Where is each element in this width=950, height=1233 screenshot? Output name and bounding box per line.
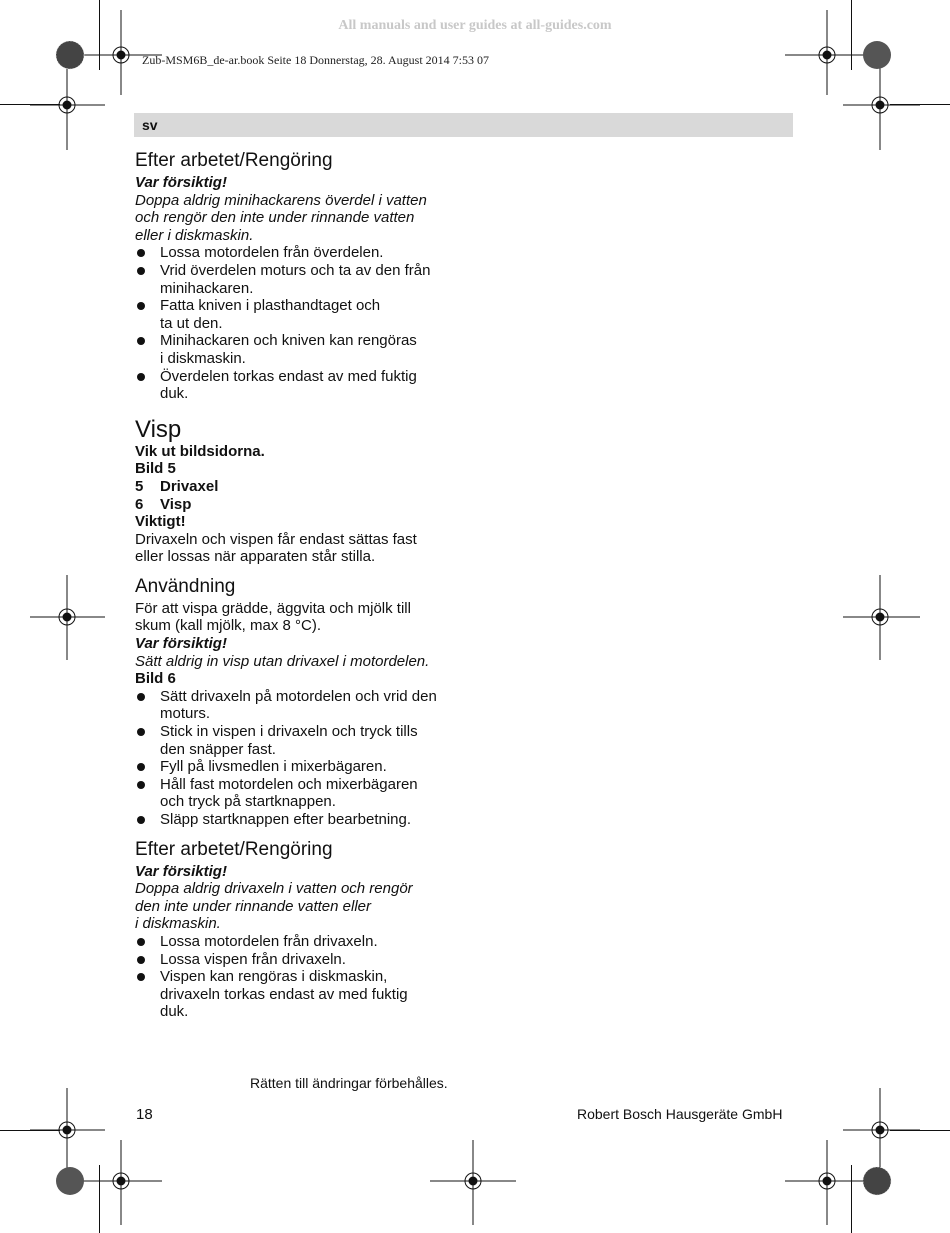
figure-reference: Bild 5 <box>135 460 176 478</box>
warning-text-line: eller i diskmaskin. <box>135 226 254 244</box>
list-item: Släpp startknappen efter bearbetning. <box>135 811 465 829</box>
important-label: Viktigt! <box>135 513 186 531</box>
warning-text-line: och rengör den inte under rinnande vatten <box>135 209 415 227</box>
fold-out-note: Vik ut bildsidorna. <box>135 442 265 460</box>
list-item: Fyll på livsmedlen i mixerbägaren. <box>135 758 465 776</box>
warning-text-line: den inte under rinnande vatten eller <box>135 897 372 915</box>
important-text-line: eller lossas när apparaten står stilla. <box>135 548 376 566</box>
language-bar <box>134 113 793 137</box>
content-column <box>135 150 465 1021</box>
list-item: Lossa motordelen från drivaxeln. <box>135 933 465 951</box>
page-number: 18 <box>136 1106 153 1123</box>
warning-label: Var försiktig! <box>135 174 227 191</box>
section-heading: Användning <box>135 575 236 597</box>
part-item: 5 Drivaxel <box>135 477 219 495</box>
book-file-line: Zub-MSM6B_de-ar.book Seite 18 Donnerstag, 28. August 2014 7:53 07 <box>142 53 489 67</box>
warning-label: Var försiktig! <box>135 635 227 653</box>
warning-text-line: Doppa aldrig minihackarens överdel i vatten <box>135 191 427 209</box>
bullet-list <box>135 244 465 402</box>
warning-text-line: Doppa aldrig drivaxeln i vatten och rengör <box>135 880 413 898</box>
warning-text-line: i diskmaskin. <box>135 915 221 933</box>
section-heading: Efter arbetet/Rengöring <box>135 150 333 171</box>
list-item: Vrid överdelen moturs och ta av den från minihackaren. <box>135 262 465 297</box>
list-item: Överdelen torkas endast av med fuktig duk. <box>135 368 465 403</box>
list-item: Fatta kniven i plasthandtaget och ta ut den. <box>135 297 465 332</box>
warning-label: Var försiktig! <box>135 862 227 880</box>
language-tag: sv <box>142 117 158 133</box>
company-name: Robert Bosch Hausgeräte GmbH <box>577 1106 783 1122</box>
list-item: Sätt drivaxeln på motordelen och vrid den moturs. <box>135 688 465 723</box>
section-heading: Efter arbetet/Rengöring <box>135 838 333 860</box>
list-item: Lossa vispen från drivaxeln. <box>135 951 465 969</box>
intro-line: skum (kall mjölk, max 8 °C). <box>135 617 322 635</box>
rights-note: Rätten till ändringar förbehålles. <box>250 1075 448 1091</box>
watermark: All manuals and user guides at all-guides.com <box>338 18 612 33</box>
list-item: Minihackaren och kniven kan rengöras i diskmaskin. <box>135 332 465 367</box>
figure-reference: Bild 6 <box>135 670 176 688</box>
bullet-list <box>135 688 465 829</box>
bullet-list <box>135 933 465 1021</box>
list-item: Stick in vispen i drivaxeln och tryck tills den snäpper fast. <box>135 723 465 758</box>
important-text-line: Drivaxeln och vispen får endast sättas fast <box>135 530 417 548</box>
intro-line: För att vispa grädde, äggvita och mjölk till <box>135 599 411 617</box>
list-item: Vispen kan rengöras i diskmaskin, drivaxeln torkas endast av med fuktig duk. <box>135 968 465 1021</box>
section-title: Visp <box>135 415 182 443</box>
warning-text-line: Sätt aldrig in visp utan drivaxel i motordelen. <box>135 652 430 670</box>
list-item: Lossa motordelen från överdelen. <box>135 244 465 262</box>
list-item: Håll fast motordelen och mixerbägaren och tryck på startknappen. <box>135 776 465 811</box>
part-item: 6 Visp <box>135 495 192 513</box>
